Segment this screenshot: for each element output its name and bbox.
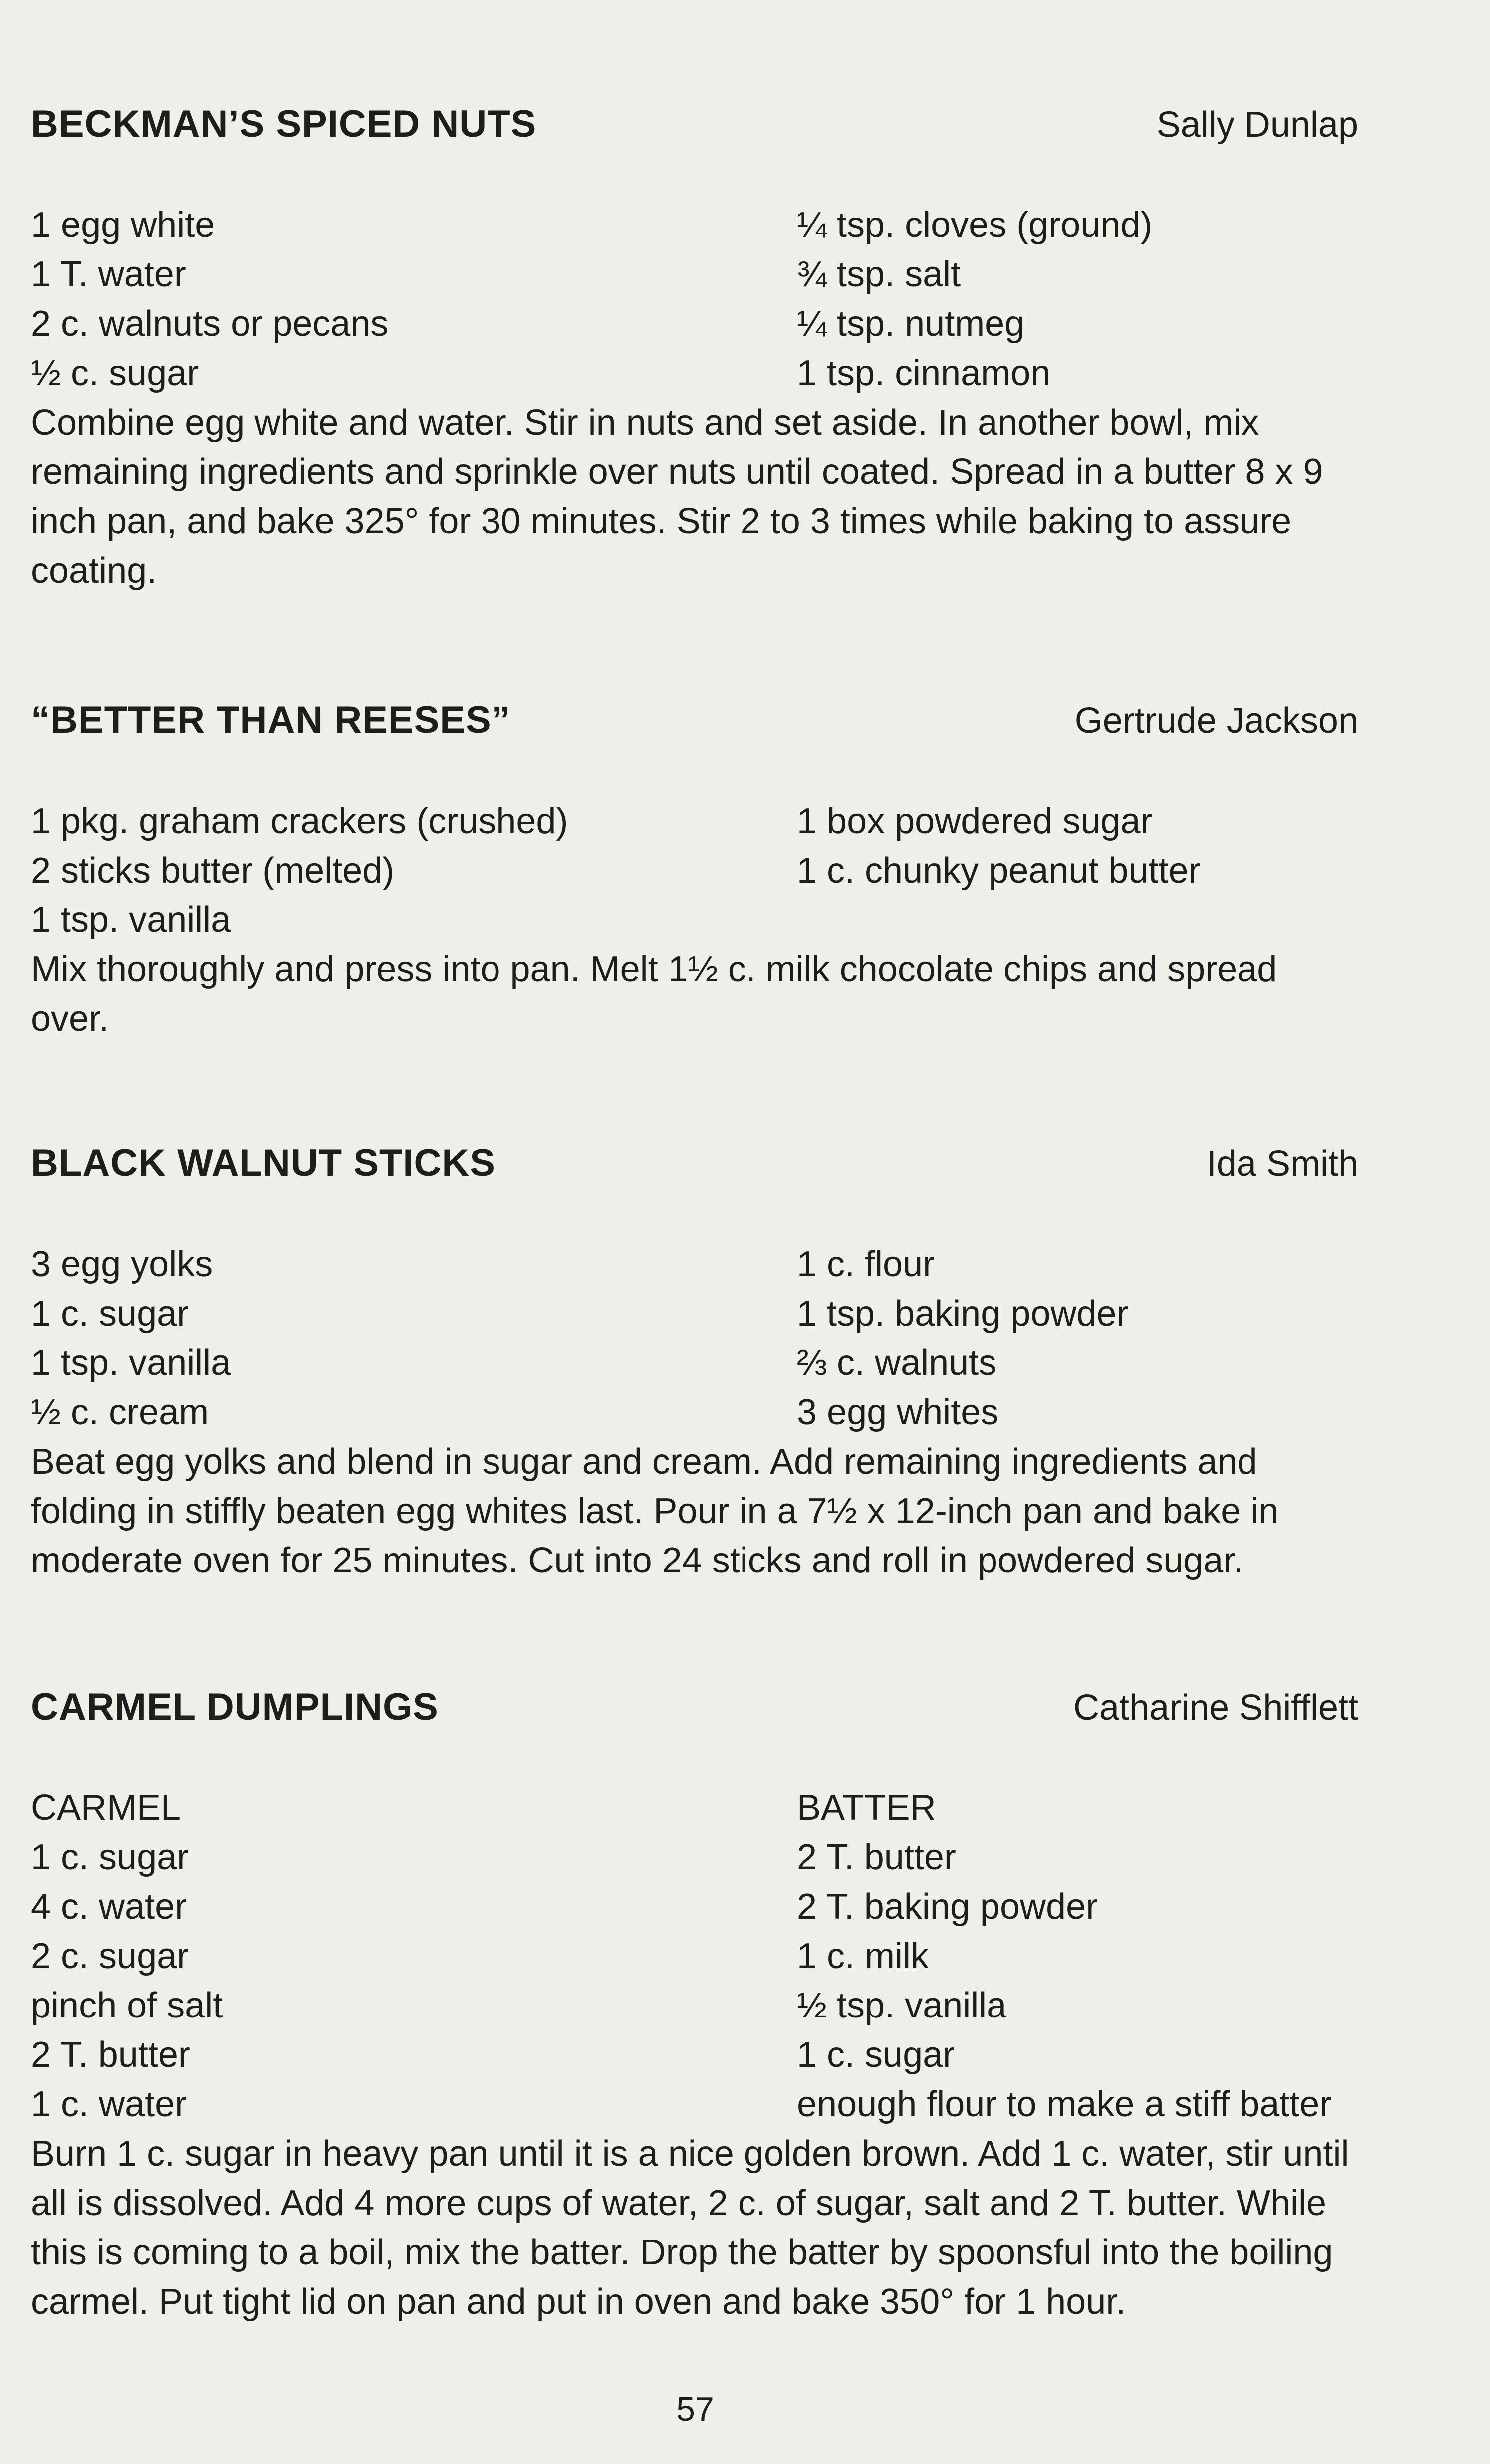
ingredient: 1 pkg. graham crackers (crushed) [31, 801, 568, 841]
ingredient: 1 egg white [31, 205, 215, 245]
ingredient: 4 c. water [31, 1887, 187, 1927]
ingredient: 2 T. butter [31, 2035, 190, 2075]
ingredient: pinch of salt [31, 1986, 223, 2025]
ingredient: ½ tsp. vanilla [797, 1986, 1007, 2025]
ingredient: 1 c. sugar [797, 2035, 955, 2075]
ingredient: ½ c. sugar [31, 353, 199, 393]
recipe-author: Gertrude Jackson [1074, 701, 1358, 741]
recipe-instructions: Mix thoroughly and press into pan. Melt 1½ c. milk chocolate chips and spread over. [31, 949, 1277, 1039]
ingredient-heading: BATTER [797, 1788, 936, 1828]
recipe-instructions: Beat egg yolks and blend in sugar and cream. Add remaining ingredients and folding in stiffly beaten egg whites last. Pour in a 7½ x 12-inch pan and bake in moderate oven for 25 minutes. Cut into 24 sticks and roll in powdered sugar. [31, 1442, 1279, 1580]
ingredient: 1 c. water [31, 2084, 187, 2124]
recipe-author: Catharine Shifflett [1073, 1688, 1358, 1728]
ingredient: 1 c. milk [797, 1936, 929, 1976]
recipe-instructions: Burn 1 c. sugar in heavy pan until it is a nice golden brown. Add 1 c. water, stir until all is dissolved. Add 4 more cups of water, 2 c. of sugar, salt and 2 T. butter. While this is coming to a boil, mix the batter. Drop the batter by spoonsful into the boiling carmel. Put tight lid on pan and put in oven and bake 350° for 1 hour. [31, 2134, 1349, 2322]
recipe-better-than-reeses [31, 698, 1358, 1044]
ingredient: 3 egg whites [797, 1392, 999, 1432]
ingredient: 1 tsp. vanilla [31, 1343, 231, 1383]
recipe-carmel-dumplings [31, 1685, 1358, 2327]
ingredient: ¾ tsp. salt [797, 254, 961, 294]
ingredients [31, 1784, 1358, 2129]
recipe-author: Sally Dunlap [1156, 105, 1358, 145]
recipe-black-walnut-sticks [31, 1141, 1358, 1585]
recipe-title: BLACK WALNUT STICKS [31, 1142, 496, 1184]
ingredient: 1 tsp. cinnamon [797, 353, 1051, 393]
ingredient: 1 c. flour [797, 1244, 935, 1284]
page-number: 57 [676, 2390, 714, 2428]
ingredient: ¼ tsp. cloves (ground) [797, 205, 1153, 245]
ingredient: ½ c. cream [31, 1392, 209, 1432]
ingredient: 1 T. water [31, 254, 186, 294]
recipe-title: CARMEL DUMPLINGS [31, 1686, 439, 1728]
ingredient: 1 c. sugar [31, 1294, 189, 1334]
ingredients [31, 201, 1358, 398]
ingredient: 2 c. walnuts or pecans [31, 304, 389, 344]
ingredient: 3 egg yolks [31, 1244, 213, 1284]
recipe-title: BECKMAN’S SPICED NUTS [31, 103, 537, 145]
ingredient: 2 c. sugar [31, 1936, 189, 1976]
ingredient-heading: CARMEL [31, 1788, 181, 1828]
ingredient: ⅔ c. walnuts [797, 1343, 997, 1383]
ingredient: 2 T. baking powder [797, 1887, 1098, 1927]
ingredient: ¼ tsp. nutmeg [797, 304, 1025, 344]
recipe-instructions: Combine egg white and water. Stir in nuts and set aside. In another bowl, mix remaining ingredients and sprinkle over nuts until coated. Spread in a butter 8 x 9 inch pan, and bake 325° for 30 minutes. Stir 2 to 3 times while baking to assure coating. [31, 403, 1323, 591]
recipe-author: Ida Smith [1206, 1144, 1358, 1184]
ingredient: 2 T. butter [797, 1837, 956, 1877]
ingredients [31, 1240, 1358, 1437]
ingredient: 1 tsp. vanilla [31, 900, 231, 940]
recipe-title: “BETTER THAN REESES” [31, 699, 511, 741]
ingredient: enough flour to make a stiff batter [797, 2084, 1332, 2124]
recipe-spiced-nuts [31, 102, 1358, 596]
ingredient: 1 c. sugar [31, 1837, 189, 1877]
ingredient: 1 c. chunky peanut butter [797, 851, 1201, 891]
ingredient: 1 tsp. baking powder [797, 1294, 1129, 1334]
ingredient: 2 sticks butter (melted) [31, 851, 395, 891]
ingredients [31, 797, 1358, 945]
ingredient: 1 box powdered sugar [797, 801, 1153, 841]
